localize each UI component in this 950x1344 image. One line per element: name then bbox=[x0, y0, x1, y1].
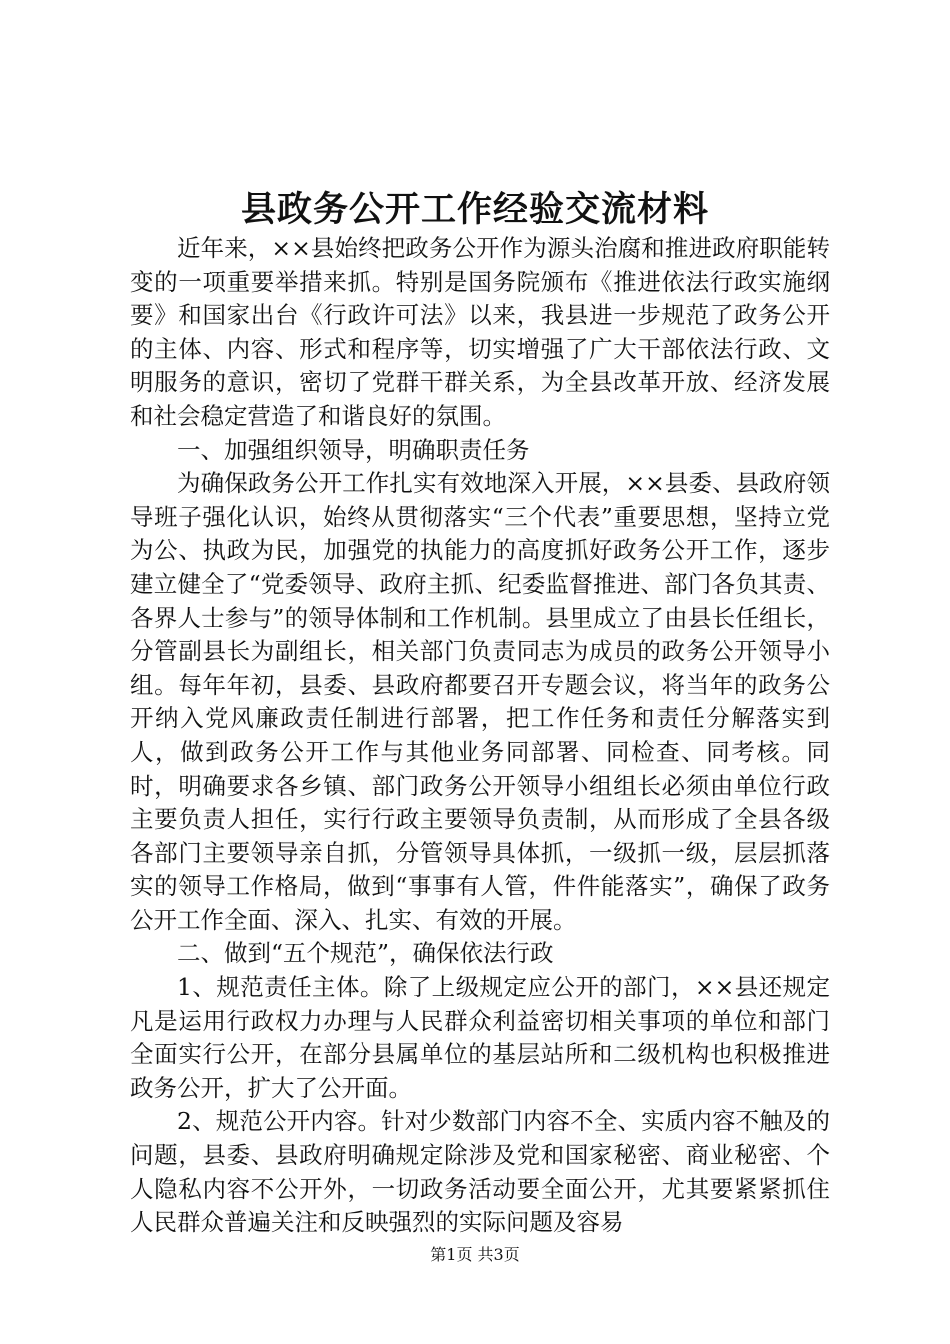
page-number: 第1页 共3页 bbox=[430, 1245, 520, 1264]
document-title: 县政务公开工作经验交流材料 bbox=[240, 189, 709, 230]
section-heading-1: 一、加强组织领导，明确职责任务 bbox=[177, 435, 530, 464]
paragraph-item-1: 1、规范责任主体。除了上级规定应公开的部门，××县还规定凡是运用行政权力办理与人民群众利益密切相关事项的单位和部门全面实行公开，在部分县属单位的基层站所和二级机构也积极推进政务公开，扩大了公开面。 bbox=[130, 973, 830, 1102]
paragraph-item-2: 2、规范公开内容。针对少数部门内容不全、实质内容不触及的问题，县委、县政府明确规定除涉及党和国家秘密、商业秘密、个人隐私内容不公开外，一切政务活动要全面公开，尤其要紧紧抓住人民群众普遍关注和反映强烈的实际问题及容易 bbox=[130, 1107, 830, 1237]
section-heading-2: 二、做到“五个规范”，确保依法行政 bbox=[177, 939, 554, 968]
paragraph-intro: 近年来，××县始终把政务公开作为源头治腐和推进政府职能转变的一项重要举措来抓。特别是国务院颁布《推进依法行政实施纲要》和国家出台《行政许可法》以来，我县进一步规范了政务公开的主体、内容、形式和程序等，切实增强了广大干部依法行政、文明服务的意识，密切了党群干群关系，为全县改革开放、经济发展和社会稳定营造了和谐良好的氛围。 bbox=[130, 234, 830, 430]
document-body bbox=[130, 232, 830, 1240]
paragraph-section-1: 为确保政务公开工作扎实有效地深入开展，××县委、县政府领导班子强化认识，始终从贯彻落实“三个代表”重要思想，坚持立党为公、执政为民，加强党的执能力的高度抓好政务公开工作，逐步建立健全了“党委领导、政府主抓、纪委监督推进、部门各负其责、各界人士参与”的领导体制和工作机制。县里成立了由县长任组长，分管副县长为副组长，相关部门负责同志为成员的政务公开领导小组。每年年初，县委、县政府都要召开专题会议，将当年的政务公开纳入党风廉政责任制进行部署，把工作任务和责任分解落实到人，做到政务公开工作与其他业务同部署、同检查、同考核。同时，明确要求各乡镇、部门政务公开领导小组组长必须由单位行政主要负责人担任，实行行政主要领导负责制，从而形成了全县各级各部门主要领导亲自抓，分管领导具体抓，一级抓一级，层层抓落实的领导工作格局，做到“事事有人管，件件能落实”，确保了政务公开工作全面、深入、扎实、有效的开展。 bbox=[130, 469, 830, 934]
